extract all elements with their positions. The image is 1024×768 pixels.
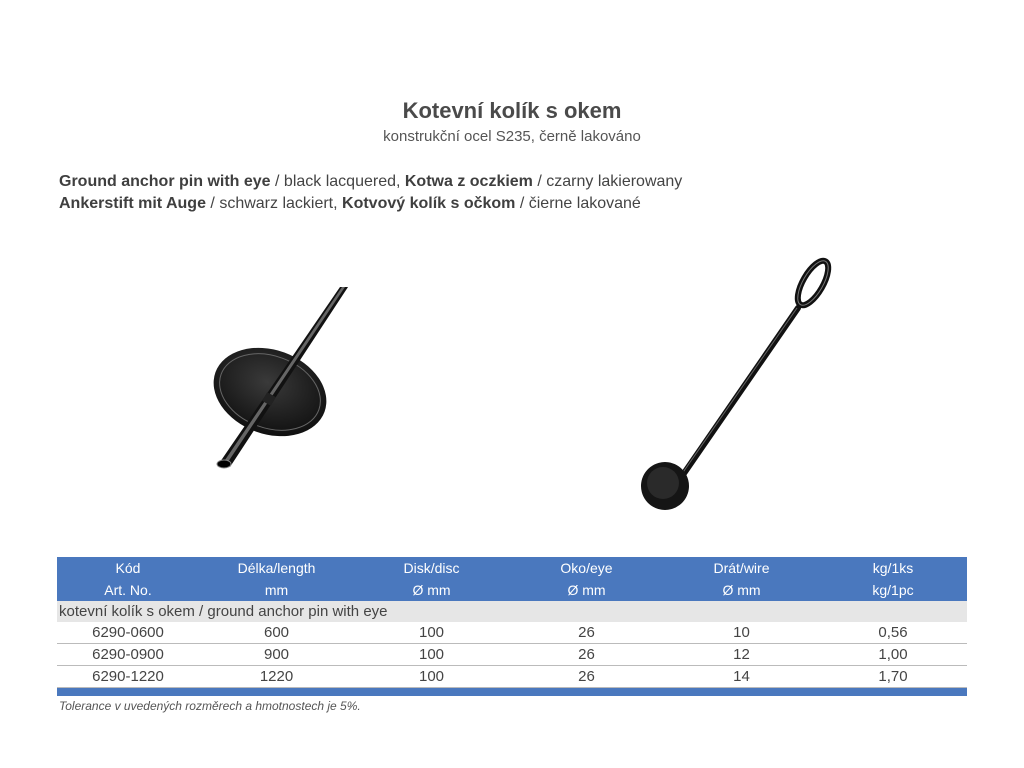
cell-wire: 10 xyxy=(664,622,819,644)
header-weight: kg/1ks xyxy=(819,557,967,579)
header-code: Kód xyxy=(57,557,199,579)
desc-bold: Kotwa z oczkiem xyxy=(404,173,533,190)
cell-code: 6290-0900 xyxy=(57,644,199,666)
cell-length: 900 xyxy=(199,644,354,666)
cell-wire: 12 xyxy=(664,644,819,666)
header-length: Délka/length xyxy=(199,557,354,579)
header-eye: Oko/eye xyxy=(509,557,664,579)
header-eye-unit: Ø mm xyxy=(509,579,664,601)
cell-length: 1220 xyxy=(199,666,354,688)
group-label: kotevní kolík s okem / ground anchor pin with eye xyxy=(57,601,967,622)
header-row-2 xyxy=(57,579,967,601)
cell-code: 6290-0600 xyxy=(57,622,199,644)
header-wire-unit: Ø mm xyxy=(664,579,819,601)
tolerance-note: Tolerance v uvedených rozměrech a hmotnostech je 5%. xyxy=(59,699,361,713)
cell-weight: 1,00 xyxy=(819,644,967,666)
description-line-2 xyxy=(59,195,641,213)
page-title: Kotevní kolík s okem xyxy=(402,98,622,123)
table-row xyxy=(57,622,967,644)
cell-eye: 26 xyxy=(509,644,664,666)
desc-bold: Ground anchor pin with eye xyxy=(59,173,271,190)
header-length-unit: mm xyxy=(199,579,354,601)
cell-code: 6290-1220 xyxy=(57,666,199,688)
cell-weight: 0,56 xyxy=(819,622,967,644)
header-disc-unit: Ø mm xyxy=(354,579,509,601)
cell-disc: 100 xyxy=(354,666,509,688)
table-row xyxy=(57,666,967,688)
cell-disc: 100 xyxy=(354,644,509,666)
desc-plain: / čierne lakované xyxy=(515,195,641,212)
cell-weight: 1,70 xyxy=(819,666,967,688)
header-wire: Drát/wire xyxy=(664,557,819,579)
cell-eye: 26 xyxy=(509,622,664,644)
cell-disc: 100 xyxy=(354,622,509,644)
table-row xyxy=(57,644,967,666)
header-disc: Disk/disc xyxy=(354,557,509,579)
spec-table xyxy=(57,557,967,696)
group-row xyxy=(57,601,967,622)
desc-bold: Kotvový kolík s očkom xyxy=(342,195,516,212)
cell-length: 600 xyxy=(199,622,354,644)
header-weight-unit: kg/1pc xyxy=(819,579,967,601)
desc-plain: / black lacquered, xyxy=(270,173,405,190)
header-row-1 xyxy=(57,557,967,579)
desc-plain: / schwarz lackiert, xyxy=(205,195,343,212)
cell-wire: 14 xyxy=(664,666,819,688)
description-line-1 xyxy=(59,173,682,191)
anchor-disc-closeup-photo xyxy=(200,282,360,482)
cell-eye: 26 xyxy=(509,666,664,688)
anchor-pin-full-photo xyxy=(630,250,840,520)
header-code-sub: Art. No. xyxy=(57,579,199,601)
desc-plain: / czarny lakierowany xyxy=(532,173,683,190)
table-footer-bar xyxy=(57,688,967,697)
desc-bold: Ankerstift mit Auge xyxy=(59,195,206,212)
page-subtitle: konstrukční ocel S235, černě lakováno xyxy=(383,128,641,145)
